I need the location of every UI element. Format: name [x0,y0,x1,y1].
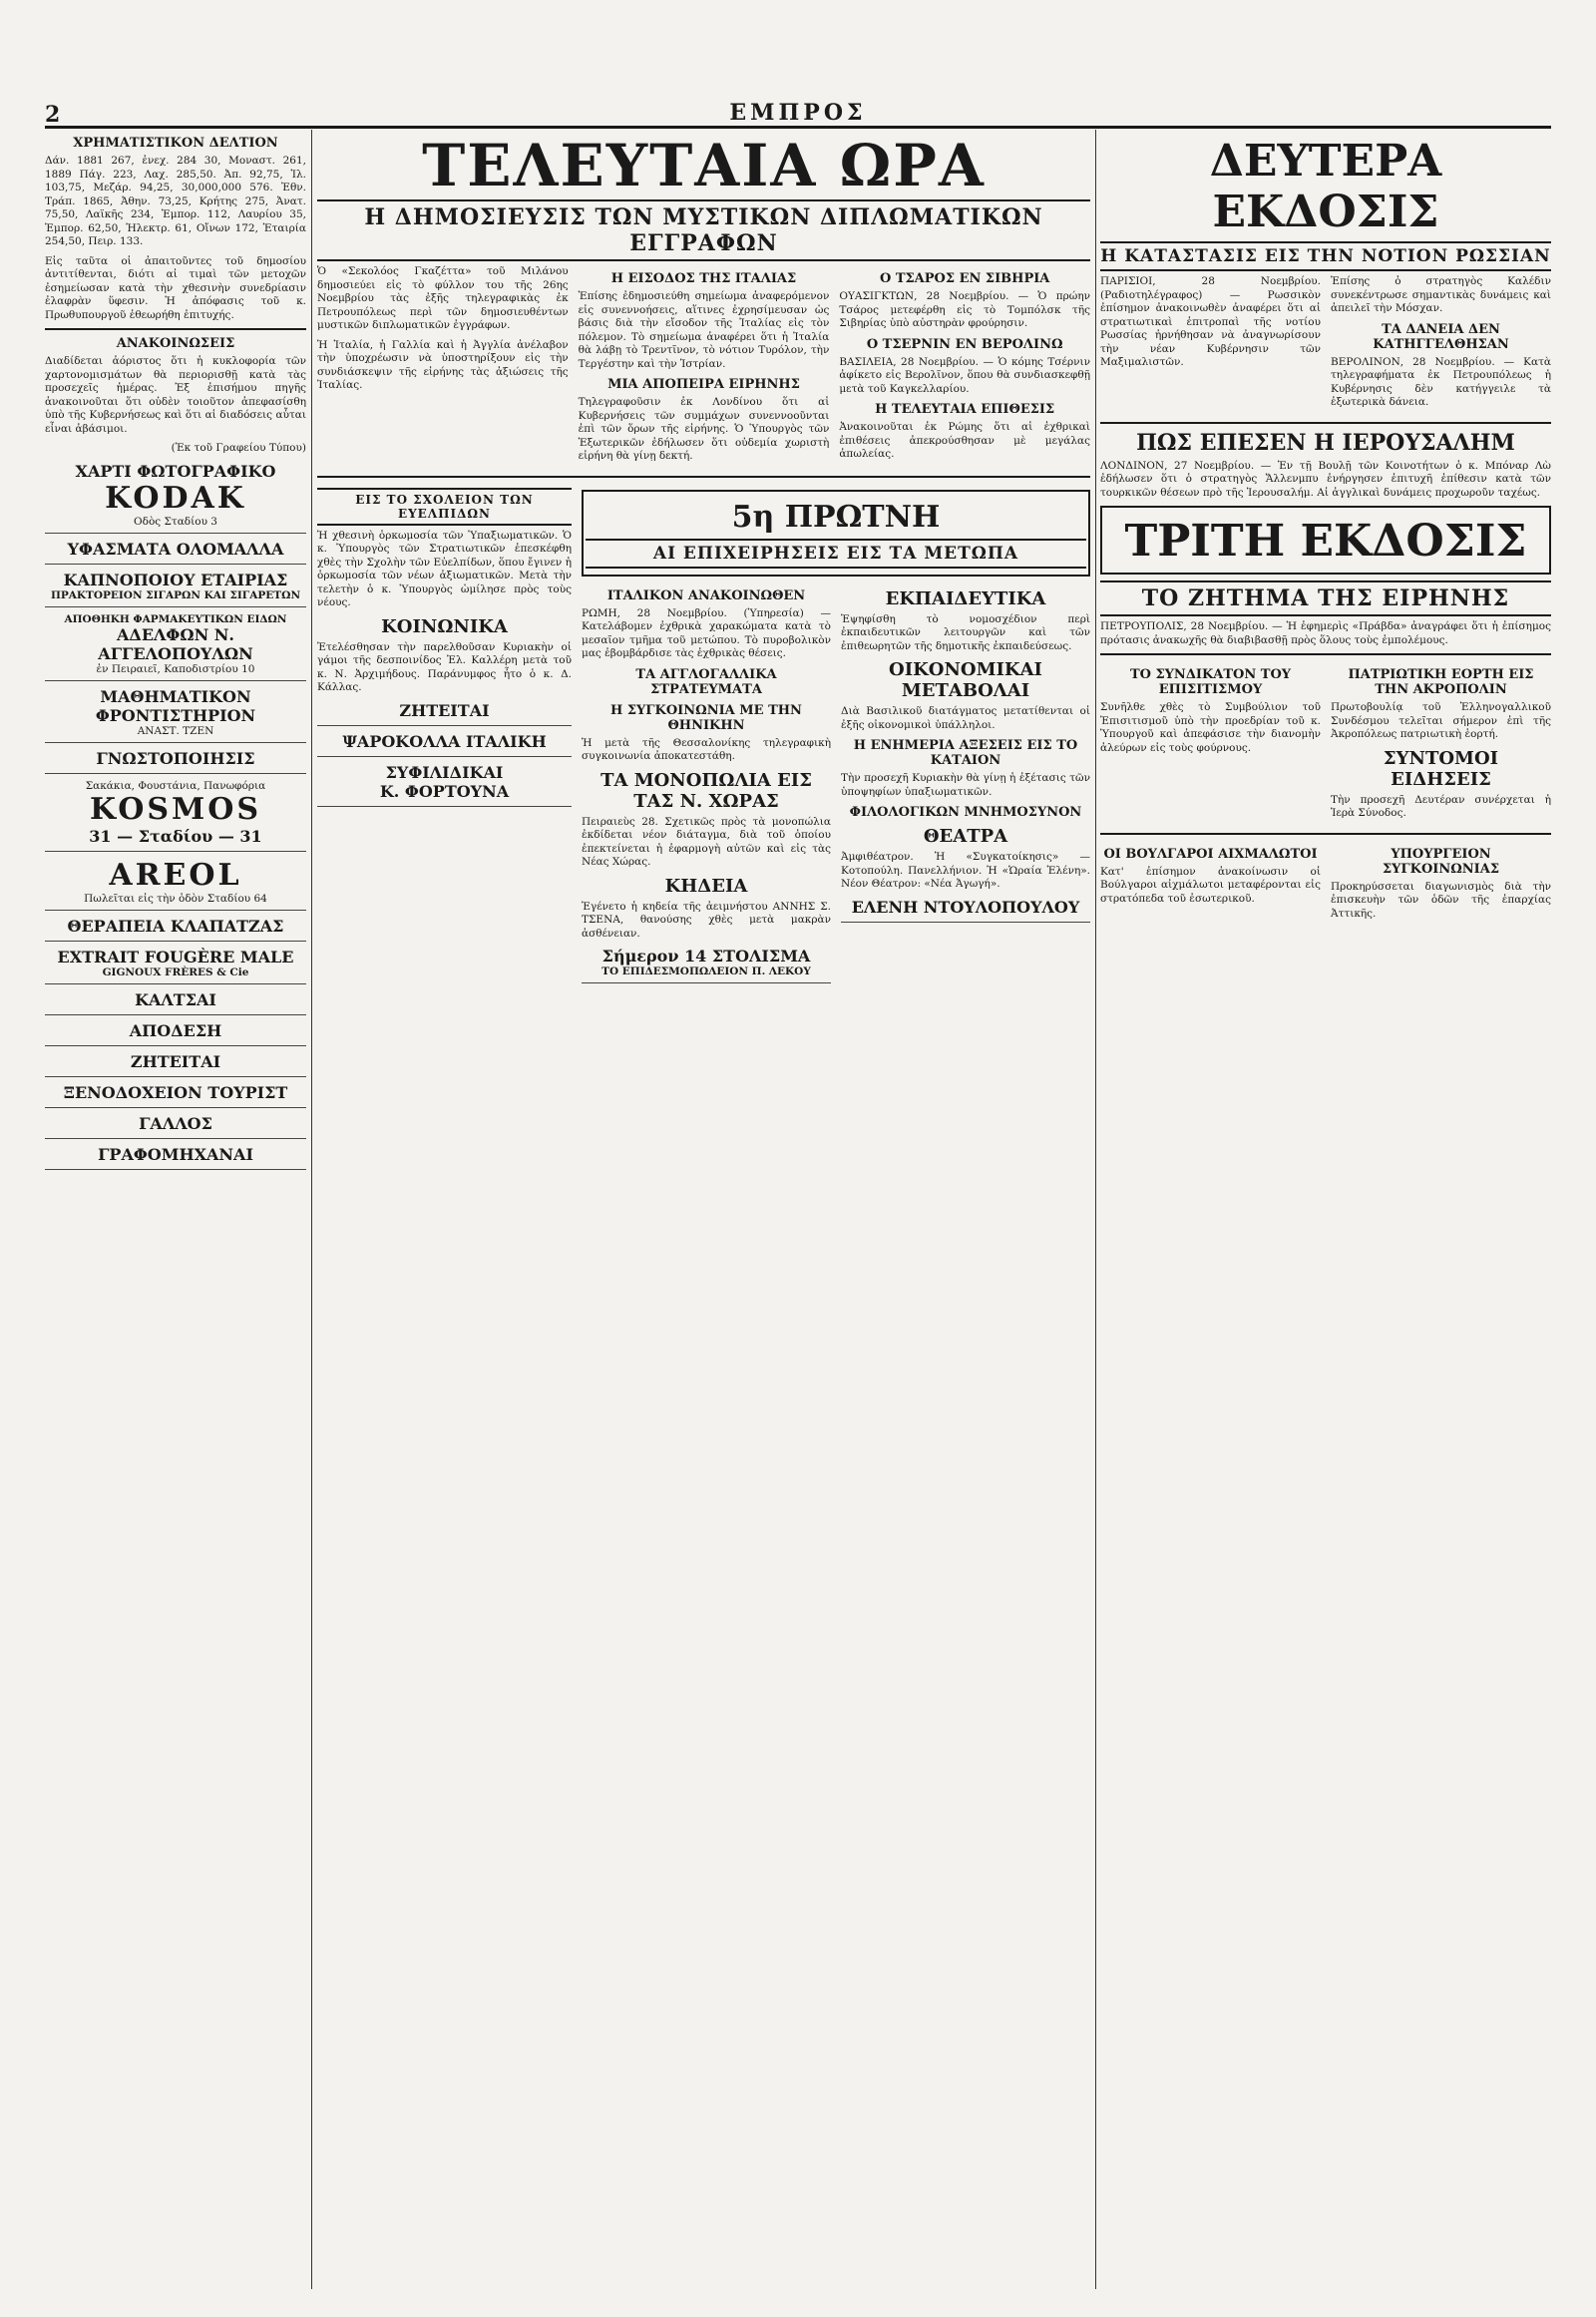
ad-eleni [841,898,1090,923]
ad-areol-brand: AREOL [109,857,242,893]
brief-news-text: Τὴν προσεχῆ Δευτέραν συνέρχεται ἡ Ἱερὰ Σύνοδος. [1331,793,1551,819]
cadets-school-text: Ἡ χθεσινὴ ὁρκωμοσία τῶν Ὑπαξιωματικῶν. Ὁ κ. Ὑπουργὸς τῶν Στρατιωτικῶν ἐπεσκέφθη χθὲς τὴν Σχολὴν τῶν Εὐελπίδων, ὅπου ἔγινεν ἡ ὁρκωμοσία τῶν νέων ἀξιωματικῶν. Μετὰ τὴν τελετὴν ὁ κ. Ὑπουργὸς ὡμίλησε πρὸς τοὺς νέους. [317,529,572,608]
ad-fishglue-title: ΨΑΡΟΚΟΛΛΑ ΙΤΑΛΙΚΗ [342,731,547,751]
ad-fabrics-title: ΥΦΑΣΜΑΤΑ ΟΛΟΜΑΛΛΑ [67,539,284,559]
ad-kosmos-line: Σακάκια, Φουστάνια, Πανωφόρια [85,779,266,792]
ad-tobacco-title: ΚΑΠΝΟΠΟΙΟΥ ΕΤΑΙΡΙΑΣ [63,570,288,589]
jerusalem-title: ΠΩΣ ΕΠΕΣΕΝ Η ΙΕΡΟΥΣΑΛΗΜ [1136,429,1515,456]
ad-areol-address: Πωλεῖται εἰς τὴν ὁδὸν Σταδίου 64 [84,892,267,905]
ad-school-title: ΜΑΘΗΜΑΤΙΚΟΝ ΦΡΟΝΤΙΣΤΗΡΙΟΝ [95,686,256,725]
notices-title: ΑΝΑΚΟΙΝΩΣΕΙΣ [116,336,235,351]
funeral-title: ΚΗΔΕΙΑ [664,875,748,897]
ad-perfume-maker: GIGNOUX FRÈRES & Cie [102,965,249,978]
italian-communique-text: ΡΩΜΗ, 28 Νοεμβρίου. (Ὑπηρεσία) — Κατελάβομεν ἐχθρικὰ χαρακώματα κατὰ τὸ μεσαῖον τμῆμα τοῦ μετώπου. Τὸ πυροβολικὸν μας ἐβομβάρδισε τὰς ἐχθρικὰς θέσεις. [582,606,831,659]
second-edition-text: Ἐπίσης ὁ στρατηγὸς Καλέδιν συνεκέντρωσε σημαντικὰς δυνάμεις καὶ ἀπειλεῖ τὴν Μόσχαν. [1331,275,1551,314]
czernin-berlin-title: Ο ΤΣΕΡΝΙΝ ΕΝ ΒΕΡΟΛΙΝΩ [866,336,1063,352]
ad-wanted [317,701,572,726]
ad-hotel-title: ΞΕΝΟΔΟΧΕΙΟΝ ΤΟΥΡΙΣΤ [63,1082,288,1102]
czernin-berlin-text: ΒΑΣΙΛΕΙΑ, 28 Νοεμβρίου. — Ὁ κόμης Τσέρνιν ἀφίκετο εἰς Βερολῖνον, ὅπου θὰ συνδιασκεφθῇ μετὰ τοῦ Καγκελλαρίου. [839,355,1090,395]
acropolis-feast-text: Πρωτοβουλίᾳ τοῦ Ἑλληνογαλλικοῦ Συνδέσμου τελεῖται σήμερον ἐπὶ τῆς Ἀκροπόλεως πατριωτικὴ ἑορτή. [1331,701,1551,740]
ad-stolisma-shop: ΤΟ ΕΠΙΔΕΣΜΟΠΩΛΕΙΟΝ Π. ΛΕΚΟΥ [601,965,811,977]
monopoly-title: ΤΑ ΜΟΝΟΠΩΛΙΑ ΕΙΣ ΤΑΣ Ν. ΧΩΡΑΣ [600,769,812,812]
center-lower [317,484,1090,990]
theaters-text: Ἀμφιθέατρον. Ἡ «Συγκατοίκησις» — Κοτοπούλη. Πανελλήνιον. Ἡ «Ὡραία Ἑλένη». Νέον Θέατρον: «Νέα Ἀγωγή». [841,851,1090,890]
page-number: 2 [45,102,61,128]
ad-fishglue [317,732,572,757]
ad-small [45,1052,306,1077]
ad-notice-title: ΓΝΩΣΤΟΠΟΙΗΣΙΣ [96,748,255,768]
notices-text: Διαδίδεται ἀόριστος ὅτι ἡ κυκλοφορία τῶν χαρτονομισμάτων θὰ περιορισθῇ κατὰ τὰς προσεχεῖς ἡμέρας. Ἐξ ἐπισήμου πηγῆς ἀνακοινοῦται ὅτι οὐδὲν τοιοῦτον ἀπεφασίσθη ὑπὸ τῆς Κυβερνήσεως καὶ ὅτι αἱ διαδόσεις αὗται εἶναι ἀβάσιμοι. [45,355,306,435]
peace-attempt-title: ΜΙΑ ΑΠΟΠΕΙΡΑ ΕΙΡΗΝΗΣ [607,377,800,392]
ad-school-name: ΑΝΑΣΤ. ΤΖΕΝ [137,724,214,737]
masthead [45,102,1551,129]
lead-paragraph: Ὁ «Σεκολόος Γκαζέττα» τοῦ Μιλάνου δημοσιεύει εἰς τὸ φύλλον του τῆς 26ης Νοεμβρίου τὰς ἐξῆς τηλεγραφικὰς ἐκ Πετρουπόλεως περὶ τῶν δημοσιευθέντων μυστικῶν διπλωματικῶν ἐγγράφων. [317,265,569,331]
education-text: Ἐψηφίσθη τὸ νομοσχέδιον περὶ ἐκπαιδευτικῶν λειτουργῶν καὶ τῶν ἐπιθεωρητῶν τῆς δημοτικῆς ἐκπαιδεύσεως. [841,612,1090,652]
ad-small-4: ΓΑΛΛΟΣ [139,1113,212,1133]
second-edition-subtitle: Η ΚΑΤΑΣΤΑΣΙΣ ΕΙΣ ΤΗΝ ΝΟΤΙΟΝ ΡΩΣΣΙΑΝ [1100,241,1551,271]
front-news-box [582,490,1090,577]
italy-entry-text: Ἐπίσης ἐδημοσιεύθη σημείωμα ἀναφερόμενον εἰς συνεννοήσεις, αἵτινες ἐχρησίμευσαν ὡς βάσις διὰ τὴν εἴσοδον τῆς Ἰταλίας εἰς τὸν πόλεμον. Τὸ σημείωμα ἀναφέρει ὅτι ἡ Ἰταλία θὰ λάβῃ τὸ Τρεντῖνον, τὸ νότιον Τυρόλον, τὴν Τεργέστην καὶ τὴν Ἰστρίαν. [578,290,830,370]
ad-typewriters [45,1145,306,1170]
third-edition-text: ΠΕΤΡΟΥΠΟΛΙΣ, 28 Νοεμβρίου. — Ἡ ἐφημερὶς «Πράβδα» ἀναγράφει ὅτι ἡ ἐπίσημος πρότασις ἀνακωχῆς θὰ διαβιβασθῇ πρὸς ὅλους τοὺς ἐμπολέμους. [1100,620,1551,646]
social-title: ΚΟΙΝΩΝΙΚΑ [381,615,508,637]
peace-attempt-text: Τηλεγραφοῦσιν ἐκ Λονδίνου ὅτι αἱ Κυβερνήσεις τῶν συμμάχων συνεννοοῦνται ἐπὶ τῶν ὅρων τῆς εἰρήνης. Ὁ Ὑπουργὸς τῶν Ἐξωτερικῶν ἐδήλωσεν ὅτι οὐδεμία χωριστὴ εἰρήνη θὰ γίνῃ δεκτή. [578,396,830,462]
financial-bulletin-text: Δάν. 1881 267, ἐνεχ. 284 30, Μοναστ. 261, 1889 Πάγ. 223, Λαχ. 285,50. Ἀπ. 92,75, Ἰλ. 103,75, Μεζάρ. 94,25, 30,000,000 576. Ἐθν. Τράπ. 1865, Ἀθην. 73,25, Κρήτης 275, Ἀνατ. 75,50, Λαϊκῆς 234, Ἐμπορ. 112, Λαυρίου 35, Ἐμπορ. 62,50, Ἠλεκτρ. 61, Οἴνων 172, Ἐταιρία 254,50, Πειρ. 133. [45,155,306,247]
front-news-subtitle: ΑΙ ΕΠΙΧΕΙΡΗΣΕΙΣ ΕΙΣ ΤΑ ΜΕΤΩΠΑ [586,539,1086,569]
ad-small-3: ΖΗΤΕΙΤΑΙ [130,1051,221,1071]
exams-title: Η ΕΝΗΜΕΡΙΑ ΑΞΕΣΕΙΣ ΕΙΣ ΤΟ ΚΑΤΑΙΟΝ [853,738,1078,768]
front-news-title: 5η ΠΡΩΤΝΗ [731,499,941,535]
ad-areol [45,858,306,911]
monopoly-text: Πειραιεὺς 28. Σχετικῶς πρὸς τὰ μονοπώλια ἐκδίδεται νέον διάταγμα, διὰ τοῦ ὁποίου ἐπεκτείνεται ἡ ἐφαρμογὴ αὐτῶν καὶ εἰς τὰς Νέας Χώρας. [582,815,831,868]
last-attack-title: Η ΤΕΛΕΥΤΑΙΑ ΕΠΙΘΕΣΙΣ [875,402,1055,417]
ad-small-2: ΑΠΟΔΕΣΗ [129,1020,222,1040]
ad-wanted-title: ΖΗΤΕΙΤΑΙ [399,700,490,720]
italian-communique-title: ΙΤΑΛΙΚΟΝ ΑΝΑΚΟΙΝΩΘΕΝ [606,587,806,603]
lead-paragraph: Ἡ Ἰταλία, ἡ Γαλλία καὶ ἡ Ἀγγλία ἀνέλαβον τὴν ὑποχρέωσιν νὰ ὑποστηρίξουν εἰς τὴν συνδιάσκεψιν τῆς εἰρήνης τὰς ἀξιώσεις τῆς Ἰταλίας. [317,338,569,391]
ad-doctor-title: ΣΥΦΙΛΙΔΙΚΑΙ [385,762,504,782]
ad-pharmacy-name: ΑΔΕΛΦΩΝ Ν. ΑΓΓΕΛΟΠΟΥΛΩΝ [98,624,253,663]
ad-school [45,687,306,743]
ministry-text: Προκηρύσσεται διαγωνισμὸς διὰ τὴν ἐπισκευὴν τῶν ὁδῶν τῆς ἐπαρχίας Ἀττικῆς. [1331,880,1551,920]
third-edition-subtitle: ΤΟ ΖΗΤΗΜΑ ΤΗΣ ΕΙΡΗΝΗΣ [1100,580,1551,616]
exams-text: Τὴν προσεχῆ Κυριακὴν θὰ γίνῃ ἡ ἐξέτασις τῶν ὑποψηφίων ὑπαξιωματικῶν. [841,772,1090,798]
ad-tobacco-sub: ΠΡΑΚΤΟΡΕΙΟΝ ΣΙΓΑΡΩΝ ΚΑΙ ΣΙΓΑΡΕΤΩΝ [50,588,301,601]
ad-therapy-title: ΘΕΡΑΠΕΙΑ ΚΛΑΠΑΤΖΑΣ [67,916,284,936]
ad-kodak-line: ΧΑΡΤΙ ΦΩΤΟΓΡΑΦΙΚΟ [75,461,276,481]
ad-typewriters-title: ΓΡΑΦΟΜΗΧΑΝΑΙ [98,1144,253,1164]
memorial-title: ΦΙΛΟΛΟΓΙΚΩΝ ΜΝΗΜΟΣΥΝΟΝ [849,805,1082,820]
bulgarian-prisoners-title: ΟΙ ΒΟΥΛΓΑΡΟΙ ΑΙΧΜΑΛΩΤΟΙ [1103,846,1318,862]
ad-kodak [45,462,306,534]
ad-small [45,1021,306,1046]
brief-news-title: ΣΥΝΤΟΜΟΙ ΕΙΔΗΣΕΙΣ [1383,747,1499,790]
ad-tobacco [45,571,306,607]
third-edition-title: ΤΡΙΤΗ ΕΚΔΟΣΙΣ [1124,516,1527,567]
ad-kodak-brand: KODAK [105,480,246,516]
lead-story [317,265,1090,470]
tsar-siberia-title: Ο ΤΣΑΡΟΣ ΕΝ ΣΙΒΗΡΙΑ [879,271,1050,286]
tsar-siberia-text: ΟΥΑΣΙΓΚΤΩΝ, 28 Νοεμβρίου. — Ὁ πρώην Τσάρος μετεφέρθη εἰς τὸ Τομπόλσκ τῆς Σιβηρίας ὑπὸ αὐστηρὰν φρούρησιν. [839,290,1090,329]
ad-therapy [45,917,306,942]
ad-perfume-title: EXTRAIT FOUGÈRE MALE [57,947,294,966]
ad-pharmacy [45,613,306,681]
ad-kosmos-address: 31 — Σταδίου — 31 [89,826,262,846]
paper-name: ΕΜΠΡΟΣ [729,100,867,126]
column-left [45,130,306,2289]
ad-doctor-name: Κ. ΦΟΡΤΟΥΝΑ [379,781,510,801]
notices-source: (Ἐκ τοῦ Γραφείου Τύπου) [171,442,306,454]
ad-small [45,990,306,1015]
ad-small [45,1114,306,1139]
loans-text: ΒΕΡΟΛΙΝΟΝ, 28 Νοεμβρίου. — Κατὰ τηλεγραφήματα ἐκ Πετρουπόλεως ἡ Κυβέρνησις δὲν κατήγγειλε τὰ ἐξωτερικὰ δάνεια. [1331,355,1551,408]
ad-perfume [45,948,306,984]
jerusalem-text: ΛΟΝΔΙΝΟΝ, 27 Νοεμβρίου. — Ἐν τῇ Βουλῇ τῶν Κοινοτήτων ὁ κ. Μπόναρ Λὼ ἐδήλωσεν ὅτι ὁ στρατηγὸς Ἄλλενμπυ ἐνήργησεν ἐπιτυχῆ ἐπίθεσιν κατὰ τῶν τουρκικῶν θέσεων πρὸ τῆς Ἱερουσαλήμ. Αἱ ἀγγλικαὶ δυνάμεις προχωροῦν ταχέως. [1100,459,1551,499]
ad-pharmacy-title: ΑΠΟΘΗΚΗ ΦΑΡΜΑΚΕΥΤΙΚΩΝ ΕΙΔΩΝ [64,612,287,625]
column-divider [311,130,312,2289]
ad-hotel [45,1083,306,1108]
column-divider [1095,130,1096,2289]
headline-secret-documents: Η ΔΗΜΟΣΙΕΥΣΙΣ ΤΩΝ ΜΥΣΤΙΚΩΝ ΔΙΠΛΩΜΑΤΙΚΩΝ ΕΓΓΡΑΦΩΝ [317,199,1090,261]
ad-small-1: ΚΑΛΤΣΑΙ [135,989,216,1009]
financial-bulletin-title: ΧΡΗΜΑΤΙΣΤΙΚΟΝ ΔΕΛΤΙΟΝ [73,136,278,151]
theaters-title: ΘΕΑΤΡΑ [923,826,1008,847]
acropolis-feast-title: ΠΑΤΡΙΩΤΙΚΗ ΕΟΡΤΗ ΕΙΣ ΤΗΝ ΑΚΡΟΠΟΛΙΝ [1348,667,1534,697]
food-council-text: Συνῆλθε χθὲς τὸ Συμβούλιον τοῦ Ἐπισιτισμοῦ ὑπὸ τὴν προεδρίαν τοῦ κ. Ὑπουργοῦ καὶ ἀπεφάσισε τὴν διανομὴν ἀλεύρων εἰς τοὺς φούρνους. [1100,701,1321,754]
ad-doctor [317,763,572,807]
ad-kosmos-brand: KOSMOS [89,791,262,827]
ad-kodak-address: Οδὸς Σταδίου 3 [134,515,217,528]
bulgarian-prisoners-text: Κατ' ἐπίσημον ἀνακοίνωσιν οἱ Βούλγαροι αἰχμάλωτοι μεταφέρονται εἰς στρατόπεδα τοῦ ἐσωτερικοῦ. [1100,865,1321,905]
anglo-french-title: ΤΑ ΑΓΓΛΟΓΑΛΛΙΚΑ ΣΤΡΑΤΕΥΜΑΤΑ [635,666,777,697]
funeral-text: Ἐγένετο ἡ κηδεία τῆς ἀειμνήστου ΑΝΝΗΣ Σ. ΤΣΕΝΑ, θανούσης χθὲς μετὰ μακρὰν ἀσθένειαν. [582,900,831,940]
thessaloniki-text: Ἡ μετὰ τῆς Θεσσαλονίκης τηλεγραφικὴ συγκοινωνία ἀποκατεστάθη. [582,736,831,762]
financial-bulletin-note: Εἰς ταῦτα οἱ ἀπαιτοῦντες τοῦ δημοσίου ἀντιτίθενται, διότι αἱ τιμαὶ τῶν μετοχῶν ἐσημείωσαν κατὰ τὴν χθεσινὴν συνεδρίασιν ἐλαφρὰν ὕφεσιν. Ἡ ἀπόφασις τοῦ κ. Πρωθυπουργοῦ ἐθεωρήθη ἐπιτυχής. [45,254,306,321]
loans-title: ΤΑ ΔΑΝΕΙΑ ΔΕΝ ΚΑΤΗΓΓΕΛΘΗΣΑΝ [1373,321,1509,352]
column-center [317,130,1090,2289]
cadets-school-title: ΕΙΣ ΤΟ ΣΧΟΛΕΙΟΝ ΤΩΝ ΕΥΕΛΠΙΔΩΝ [317,488,572,526]
last-attack-text: Ἀνακοινοῦται ἐκ Ρώμης ὅτι αἱ ἐχθρικαὶ ἐπιθέσεις ἀπεκρούσθησαν μὲ μεγάλας ἀπωλείας. [839,421,1090,460]
ad-notice [45,749,306,774]
ministry-title: ΥΠΟΥΡΓΕΙΟΝ ΣΥΓΚΟΙΝΩΝΙΑΣ [1382,846,1500,877]
second-edition-text: ΠΑΡΙΣΙΟΙ, 28 Νοεμβρίου. (Ραδιοτηλέγραφος) — Ρωσσικὸν ἐπίσημον ἀνακοινωθὲν ἀναφέρει ὅτι αἱ στρατιωτικαὶ ἐπιτροπαὶ τῆς νοτίου Ρωσσίας ἠρνήθησαν νὰ ἀναγνωρίσουν τὴν νέαν Κυβέρνησιν τῶν Μαξιμαλιστῶν. [1100,275,1321,368]
ad-fabrics [45,540,306,565]
headline-last-hour: ΤΕΛΕΥΤΑΙΑ ΩΡΑ [422,132,986,199]
education-title: ΕΚΠΑΙΔΕΥΤΙΚΑ [885,587,1046,609]
ad-kosmos [45,780,306,852]
ad-eleni-title: ΕΛΕΝΗ ΝΤΟΥΛΟΠΟΥΛΟΥ [851,897,1080,917]
food-council-title: ΤΟ ΣΥΝΔΙΚΑΤΟΝ ΤΟΥ ΕΠΙΣΙΤΙΣΜΟΥ [1129,667,1292,697]
social-text: Ἐτελέσθησαν τὴν παρελθοῦσαν Κυριακὴν οἱ γάμοι τῆς δεσποινίδος Ἐλ. Καλλέρη μετὰ τοῦ κ. Ν. Ἀρχιμήδους. Παράνυμφος ἦτο ὁ κ. Δ. Κάλλας. [317,640,572,693]
economic-changes-text: Διὰ Βασιλικοῦ διατάγματος μετατίθενται οἱ ἐξῆς οἰκονομικοὶ ὑπάλληλοι. [841,705,1090,731]
third-edition-box [1100,506,1551,575]
ad-stolisma-title: Σήμερον 14 ΣΤΟΛΙΣΜΑ [601,947,811,965]
second-edition-title: ΔΕΥΤΕΡΑ ΕΚΔΟΣΙΣ [1209,136,1442,237]
italy-entry-title: Η ΕΙΣΟΔΟΣ ΤΗΣ ΙΤΑΛΙΑΣ [610,271,797,286]
ad-stolisma [582,947,831,983]
ad-pharmacy-address: ἐν Πειραιεῖ, Καποδιστρίου 10 [96,662,255,675]
thessaloniki-title: Η ΣΥΓΚΟΙΝΩΝΙΑ ΜΕ ΤΗΝ ΘΗΝΙΚΗΝ [610,702,802,733]
column-right [1100,130,1551,2289]
economic-changes-title: ΟΙΚΟΝΟΜΙΚΑΙ ΜΕΤΑΒΟΛΑΙ [889,659,1042,701]
